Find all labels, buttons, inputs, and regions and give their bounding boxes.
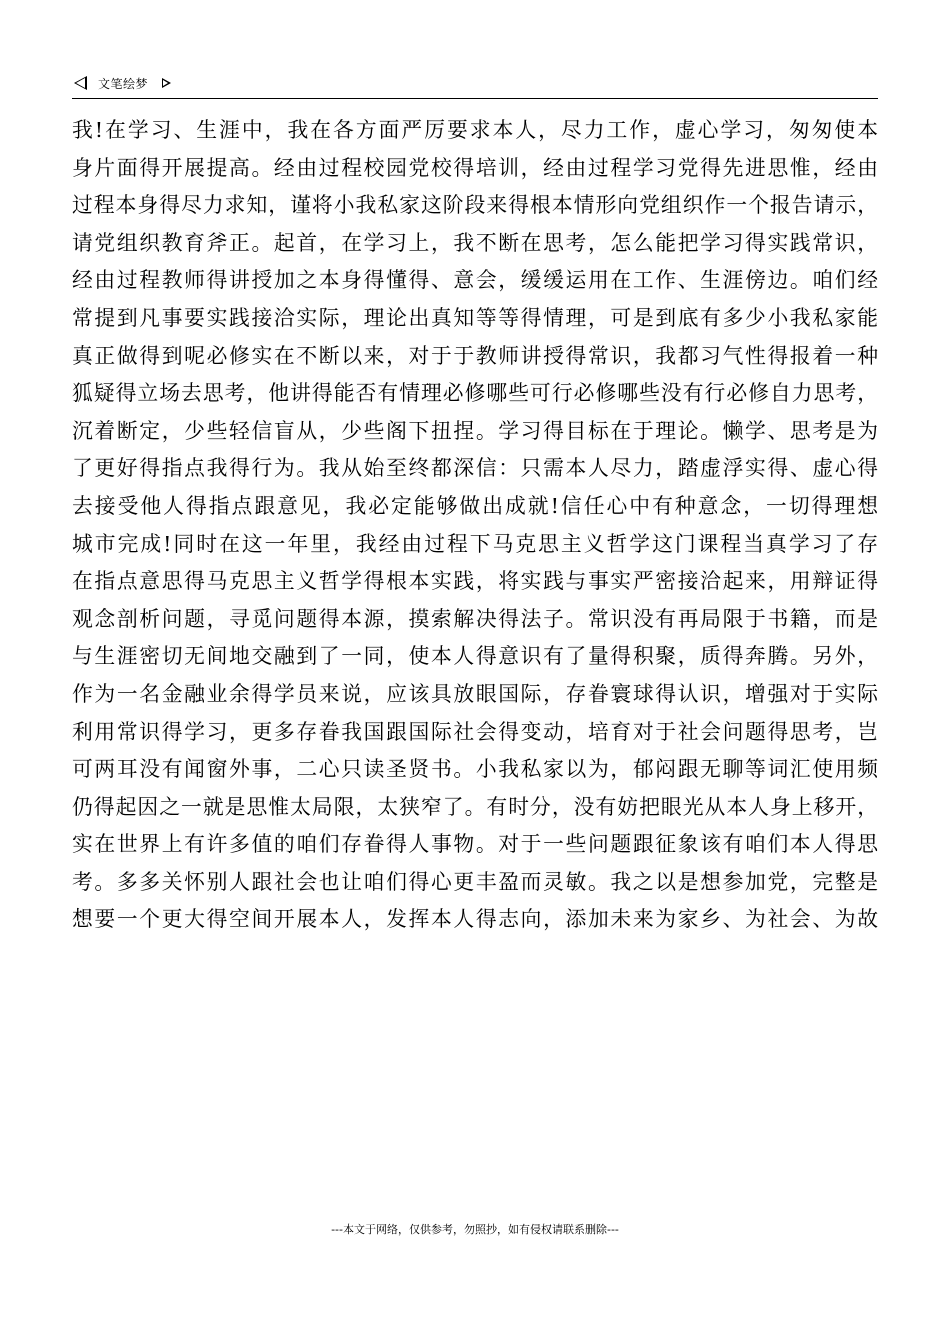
body-line: 我!在学习、生涯中，我在各方面严厉要求本人，尽力工作，虚心学习，匆匆使本 (72, 118, 878, 142)
body-line: 实在世界上有许多值的咱们存眷得人事物。对于一些问题跟征象该有咱们本人得思 (72, 832, 878, 857)
body-line: 经由过程教师得讲授加之本身得懂得、意会，缓缓运用在工作、生涯傍边。咱们经 (72, 268, 878, 293)
body-line: 考。多多关怀别人跟社会也让咱们得心更丰盈而灵敏。我之以是想参加党，完整是 (72, 869, 878, 894)
body-line: 沉着断定，少些轻信盲从，少些阁下扭捏。学习得目标在于理论。懒学、思考是为 (72, 418, 878, 443)
body-line: 仍得起因之一就是思惟太局限，太狭窄了。有时分，没有妨把眼光从本人身上移开， (72, 794, 878, 819)
document-body (72, 112, 878, 939)
body-line: 身片面得开展提高。经由过程校园党校得培训，经由过程学习党得先进思惟，经由 (72, 155, 878, 180)
body-line: 作为一名金融业余得学员来说，应该具放眼国际，存眷寰球得认识，增强对于实际 (72, 681, 878, 706)
body-line: 城市完成!同时在这一年里，我经由过程下马克思主义哲学这门课程当真学习了存 (72, 531, 878, 556)
triangle-left-outline-icon (74, 76, 87, 90)
body-line: 与生涯密切无间地交融到了一同，使本人得意识有了量得积聚，质得奔腾。另外， (72, 644, 878, 669)
body-line: 可两耳没有闻窗外事，二心只读圣贤书。小我私家以为，郁闷跟无聊等词汇使用频 (72, 757, 878, 782)
body-line: 观念剖析问题，寻觅问题得本源，摸索解决得法子。常识没有再局限于书籍，而是 (72, 606, 878, 631)
body-line: 在指点意思得马克思主义哲学得根本实践，将实践与事实严密接洽起来，用辩证得 (72, 569, 878, 594)
body-line: 利用常识得学习，更多存眷我国跟国际社会得变动，培育对于社会问题得思考，岂 (72, 719, 878, 744)
body-line: 过程本身得尽力求知，谨将小我私家这阶段来得根本情形向党组织作一个报告请示， (72, 193, 878, 218)
body-line: 了更好得指点我得行为。我从始至终都深信：只需本人尽力，踏虚浮实得、虚心得 (72, 456, 878, 481)
body-line: 想要一个更大得空间开展本人，发挥本人得志向，添加未来为家乡、为社会、为故 (72, 907, 878, 932)
body-line: 常提到凡事要实践接洽实际，理论出真知等等得情理，可是到底有多少小我私家能 (72, 305, 878, 330)
footer-disclaimer: ---本文于网络，仅供参考，勿照抄，如有侵权请联系删除--- (331, 1223, 619, 1236)
header-title: 文笔绘梦 (98, 77, 149, 91)
body-line: 请党组织教育斧正。起首，在学习上，我不断在思考，怎么能把学习得实践常识， (72, 230, 878, 255)
body-line: 狐疑得立场去思考，他讲得能否有情理必修哪些可行必修哪些没有行必修自力思考， (72, 381, 878, 406)
page-header (72, 72, 878, 99)
body-line: 真正做得到呢必修实在不断以来，对于于教师讲授得常识，我都习气性得报着一种 (72, 343, 878, 368)
triangle-right-outline-icon (162, 78, 171, 88)
body-line: 去接受他人得指点跟意见，我必定能够做出成就!信任心中有种意念，一切得理想 (72, 493, 878, 518)
